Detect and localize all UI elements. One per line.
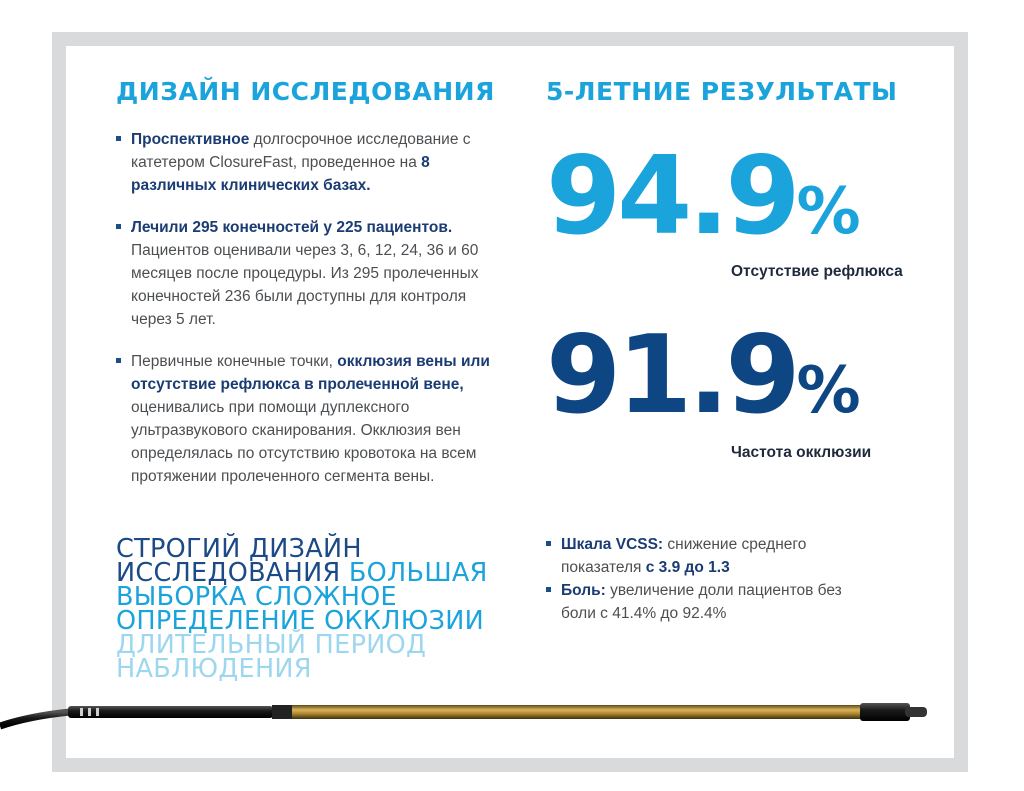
stat-unit: % bbox=[796, 175, 861, 249]
results-heading: 5-ЛЕТНИЕ РЕЗУЛЬТАТЫ bbox=[546, 77, 898, 106]
occlusion-rate-label: Частота окклюзии bbox=[731, 444, 872, 461]
bullet-text: долгосрочное исследование с катетером ClosureFast, проведенное на bbox=[131, 131, 471, 171]
bullet-square-icon bbox=[116, 136, 121, 141]
stat-number: 91.9 bbox=[546, 313, 797, 438]
reflux-absence-label: Отсутствие рефлюкса bbox=[731, 263, 903, 280]
bullet-bold-text: Шкала VCSS: bbox=[561, 536, 664, 553]
list-item bbox=[116, 216, 496, 331]
bullet-bold-text: Проспективное bbox=[131, 131, 250, 148]
bullet-bold-text: Лечили 295 конечностей у 225 пациентов. bbox=[131, 219, 453, 236]
occlusion-rate-value bbox=[546, 313, 861, 438]
list-item bbox=[116, 350, 496, 488]
bullet-bold-text: Боль: bbox=[561, 582, 606, 599]
bullet-text: оценивались при помощи дуплексного ультразвукового сканирования. Окклюзия вен определялась по отсутствию кровотока на всем протяжении пролеченного сегмента вены. bbox=[131, 399, 477, 485]
stat-number: 94.9 bbox=[546, 134, 797, 259]
list-item bbox=[116, 128, 496, 197]
results-list bbox=[546, 533, 876, 625]
bullet-bold-text: 8 различных клинических базах. bbox=[131, 154, 430, 194]
study-design-heading: ДИЗАЙН ИССЛЕДОВАНИЯ bbox=[116, 77, 495, 106]
bullet-text: увеличение доли пациентов без боли с 41.4% до 92.4% bbox=[561, 582, 842, 622]
bullet-text: Первичные конечные точки, bbox=[131, 353, 338, 370]
bullet-text: Пациентов оценивали через 3, 6, 12, 24, 36 и 60 месяцев после процедуры. Из 295 пролеченных конечностей 236 были доступны для контроля через 5 лет. bbox=[131, 242, 479, 328]
list-item bbox=[546, 579, 876, 625]
bullet-bold-text: окклюзия вены или отсутствие рефлюкса в пролеченной вене, bbox=[131, 353, 490, 393]
bullet-square-icon bbox=[116, 224, 121, 229]
tagline-part-1: СТРОГИЙ ДИЗАЙН ИССЛЕДОВАНИЯ bbox=[116, 534, 362, 588]
bullet-bold-text: с 3.9 до 1.3 bbox=[645, 559, 730, 576]
tagline bbox=[116, 534, 496, 684]
bullet-square-icon bbox=[546, 541, 551, 546]
stat-unit: % bbox=[796, 354, 861, 428]
list-item bbox=[546, 533, 876, 579]
closurefast-catheter-icon bbox=[0, 690, 940, 730]
bullet-square-icon bbox=[546, 587, 551, 592]
bullet-text: снижение среднего показателя bbox=[561, 536, 807, 576]
bullet-square-icon bbox=[116, 358, 121, 363]
tagline-part-2: БОЛЬШАЯ ВЫБОРКА СЛОЖНОЕ ОПРЕДЕЛЕНИЕ ОККЛЮЗИИ bbox=[116, 558, 488, 636]
reflux-absence-value bbox=[546, 134, 861, 259]
tagline-part-3: ДЛИТЕЛЬНЫЙ ПЕРИОД НАБЛЮДЕНИЯ bbox=[116, 630, 427, 684]
study-design-list bbox=[116, 128, 496, 507]
